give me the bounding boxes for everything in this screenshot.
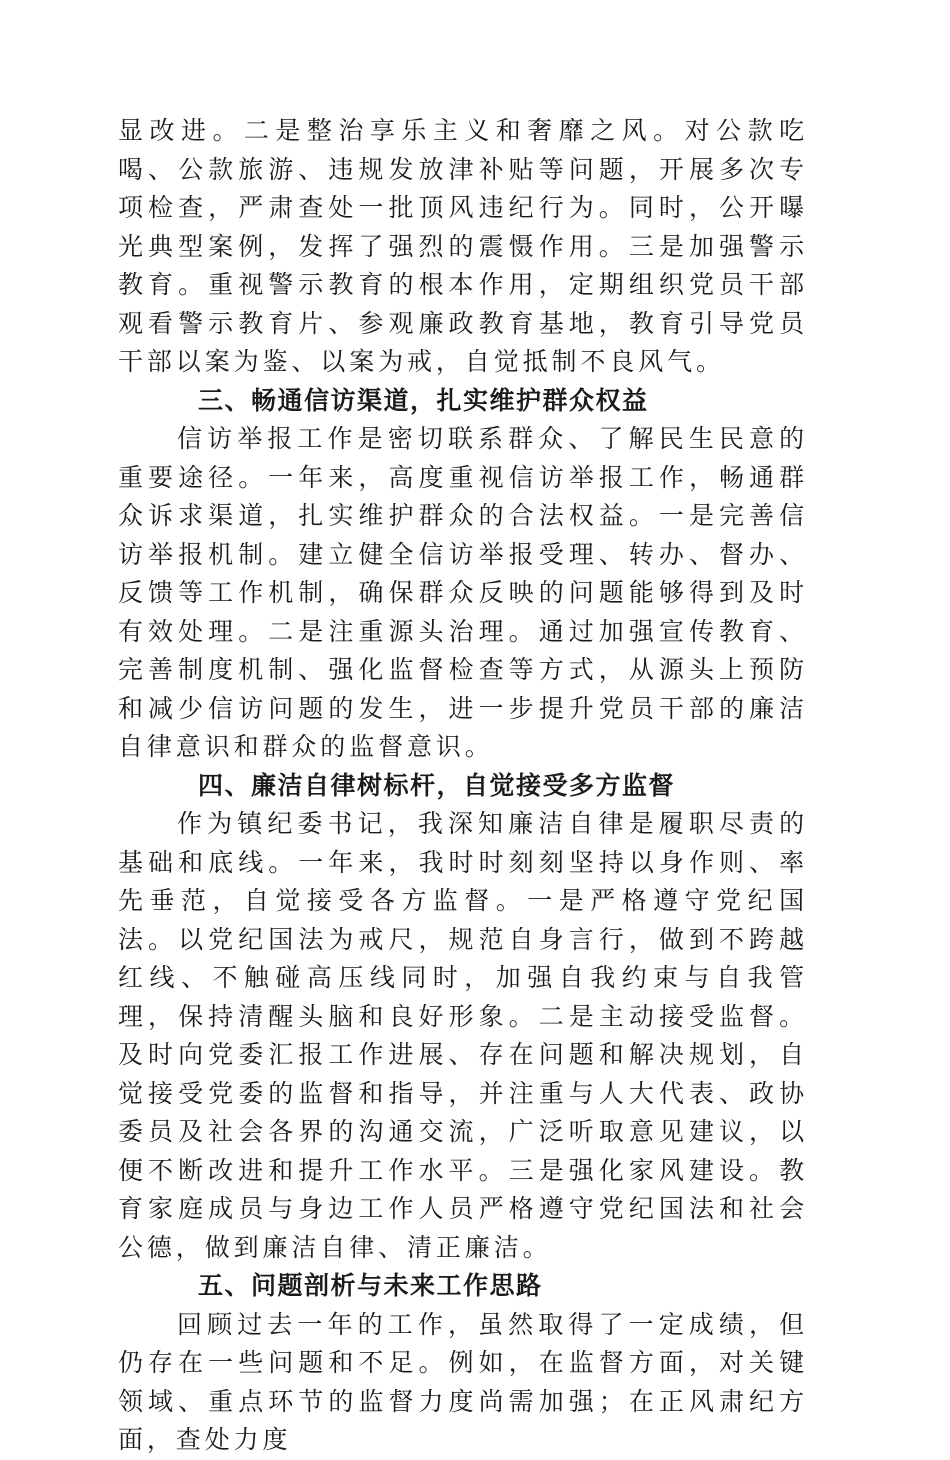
document-page bbox=[118, 112, 808, 1460]
body-paragraph: 显改进。二是整治享乐主义和奢靡之风。对公款吃喝、公款旅游、违规发放津补贴等问题，开展多次专项检查，严肃查处一批顶风违纪行为。同时，公开曝光典型案例，发挥了强烈的震慑作用。三是加强警示教育。重视警示教育的根本作用，定期组织党员干部观看警示教育片、参观廉政教育基地，教育引导党员干部以案为鉴、以案为戒，自觉抵制不良风气。 bbox=[118, 116, 808, 376]
body-paragraph: 信访举报工作是密切联系群众、了解民生民意的重要途径。一年来，高度重视信访举报工作，畅通群众诉求渠道，扎实维护群众的合法权益。一是完善信访举报机制。建立健全信访举报受理、转办、督办、反馈等工作机制，确保群众反映的问题能够得到及时有效处理。二是注重源头治理。通过加强宣传教育、完善制度机制、强化监督检查等方式，从源头上预防和减少信访问题的发生，进一步提升党员干部的廉洁自律意识和群众的监督意识。 bbox=[118, 424, 808, 761]
body-paragraph: 回顾过去一年的工作，虽然取得了一定成绩，但仍存在一些问题和不足。例如，在监督方面，对关键领域、重点环节的监督力度尚需加强；在正风肃纪方面，查处力度 bbox=[118, 1309, 808, 1454]
section-heading: 四、廉洁自律树标杆，自觉接受多方监督 bbox=[198, 770, 676, 800]
section-heading: 五、问题剖析与未来工作思路 bbox=[198, 1271, 543, 1300]
body-paragraph: 作为镇纪委书记，我深知廉洁自律是履职尽责的基础和底线。一年来，我时时刻刻坚持以身作则、率先垂范，自觉接受各方监督。一是严格遵守党纪国法。以党纪国法为戒尺，规范自身言行，做到不跨越红线、不触碰高压线同时，加强自我约束与自我管理，保持清醒头脑和良好形象。二是主动接受监督。及时向党委汇报工作进展、存在问题和解决规划，自觉接受党委的监督和指导，并注重与人大代表、政协委员及社会各界的沟通交流，广泛听取意见建议，以便不断改进和提升工作水平。三是强化家风建设。教育家庭成员与身边工作人员严格遵守党纪国法和社会公德，做到廉洁自律、清正廉洁。 bbox=[118, 809, 808, 1262]
section-heading: 三、畅通信访渠道，扎实维护群众权益 bbox=[198, 385, 649, 415]
